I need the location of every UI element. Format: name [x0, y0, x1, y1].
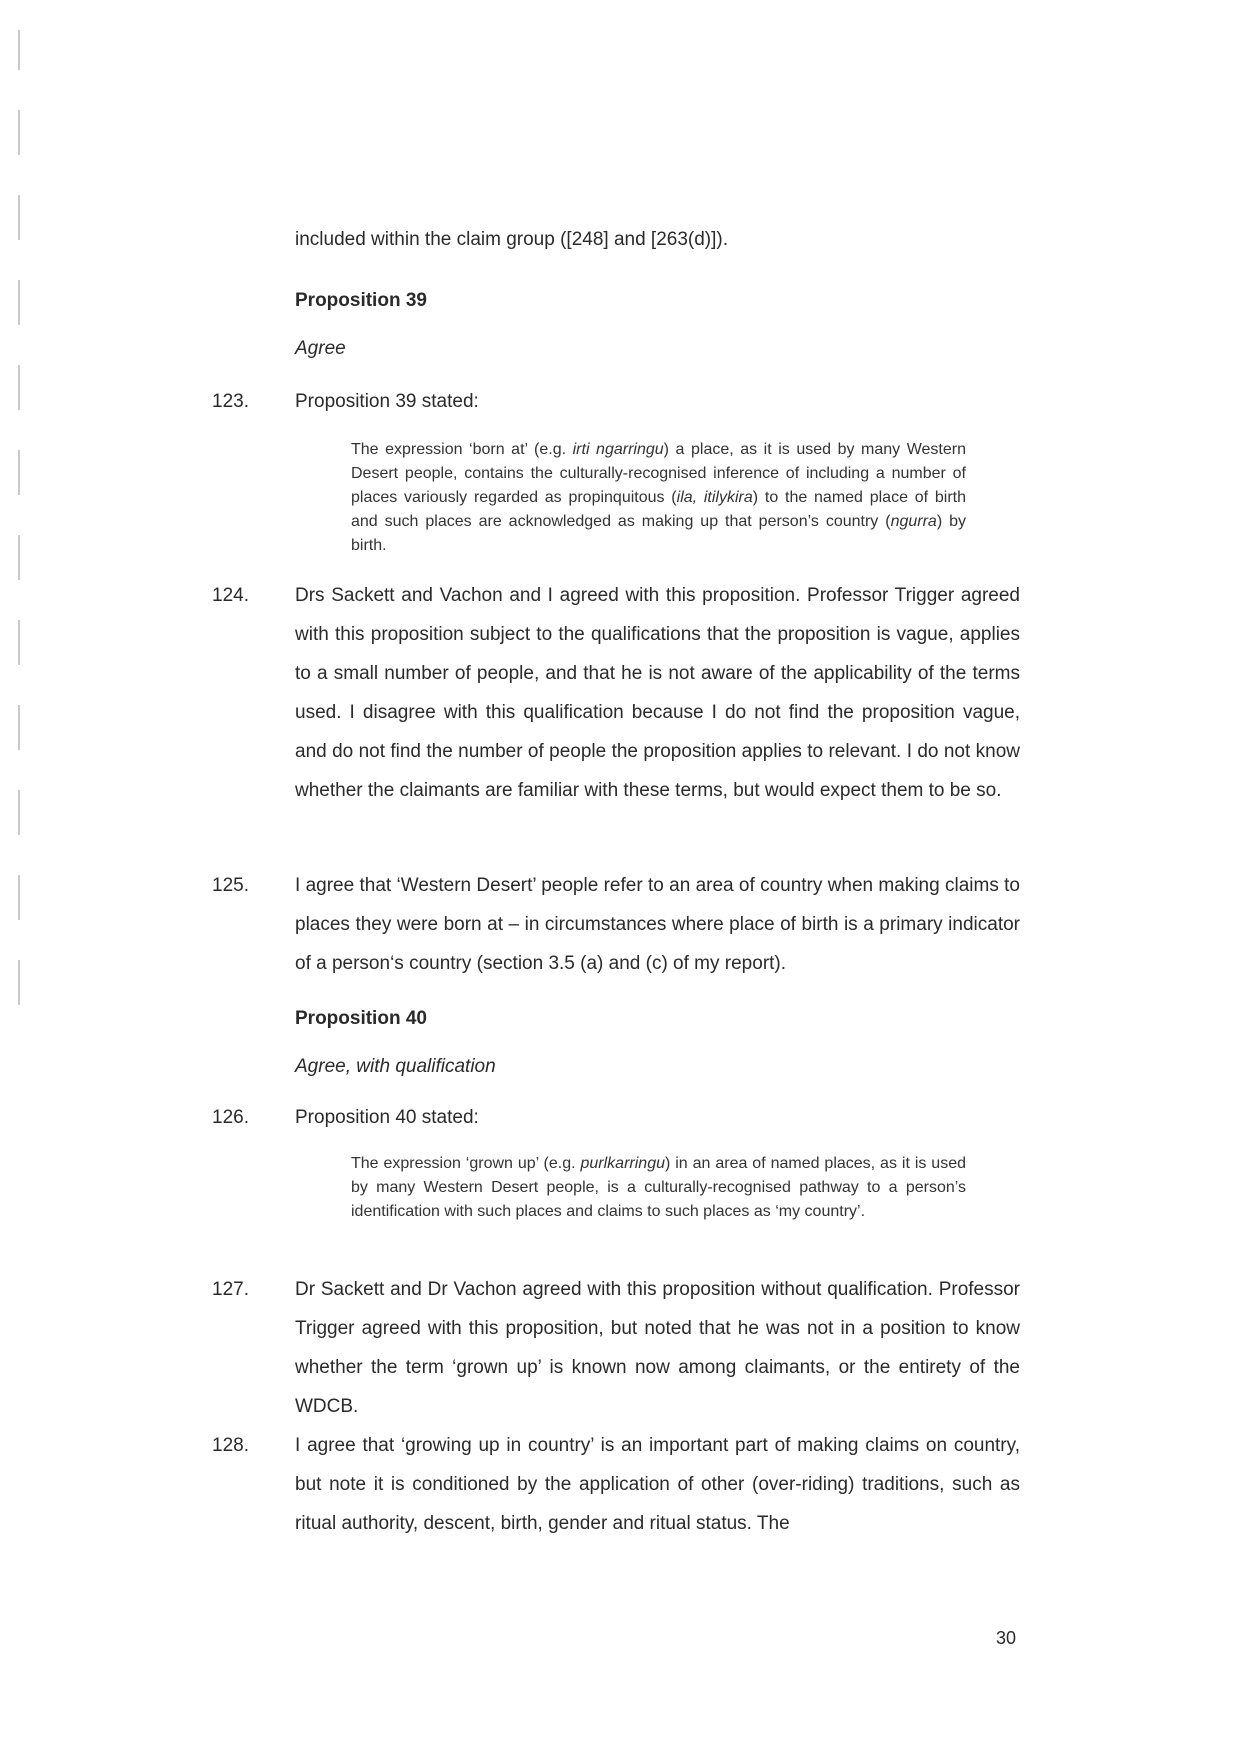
- paragraph-text: Proposition 40 stated:: [295, 1107, 479, 1128]
- scan-artifact: [18, 110, 20, 155]
- scan-artifact: [18, 960, 20, 1005]
- paragraph-text: Drs Sackett and Vachon and I agreed with this proposition. Professor Trigger agreed with this proposition subject to the qualifications that the proposition is vague, applies to a small number of people, and that he is not aware of the applicability of the terms used. I disagree with this qualification because I do not find the proposition vague, and do not find the number of people the proposition applies to relevant. I do not know whether the claimants are familiar with these terms, but would expect them to be so.: [295, 585, 1020, 801]
- block-quote: The expression ‘grown up’ (e.g. purlkarringu) in an area of named places, as it is used by many Western Desert people, is a culturally-recognised pathway to a person’s identification with such places and claims to such places as ‘my country’.: [351, 1155, 966, 1220]
- page-number: 30: [996, 1628, 1017, 1648]
- scan-artifact: [18, 195, 20, 240]
- paragraph-number: 128.: [212, 1435, 249, 1456]
- block-quote: The expression ‘born at’ (e.g. irti ngarringu) a place, as it is used by many Western Desert people, contains the culturally-recognised inference of including a number of places variously regarded as propinquitous (ila, itilykira) to the named place of birth and such places are acknowledged as making up that person’s country (ngurra) by birth.: [351, 441, 967, 554]
- paragraph-number: 126.: [212, 1107, 249, 1128]
- paragraph-text: Proposition 39 stated:: [295, 391, 479, 412]
- section-heading: Proposition 39: [295, 290, 427, 311]
- paragraph-text: Dr Sackett and Dr Vachon agreed with this proposition without qualification. Professor Trigger agreed with this proposition, but noted that he was not in a position to know whether the term ‘grown up’ is known now among claimants, or the entirety of the WDCB.: [295, 1279, 1020, 1417]
- scan-artifact: [18, 535, 20, 580]
- scan-artifact: [18, 280, 20, 325]
- section-heading: Proposition 40: [295, 1008, 427, 1029]
- paragraph-number: 125.: [212, 875, 249, 896]
- paragraph-number: 123.: [212, 391, 249, 412]
- paragraph-number: 127.: [212, 1279, 249, 1300]
- paragraph-text: I agree that ‘growing up in country’ is an important part of making claims on country, but note it is conditioned by the application of other (over-riding) traditions, such as ritual authority, descent, birth, gender and ritual status. The: [295, 1435, 1020, 1534]
- scan-artifact: [18, 705, 20, 750]
- scan-artifact: [18, 365, 20, 410]
- paragraph-text: I agree that ‘Western Desert’ people refer to an area of country when making claims to places they were born at – in circumstances where place of birth is a primary indicator of a person‘s country (section 3.5 (a) and (c) of my report).: [295, 875, 1020, 974]
- scan-artifact: [18, 620, 20, 665]
- paragraph-number: 124.: [212, 585, 249, 606]
- scan-artifact: [18, 450, 20, 495]
- carryover-text: included within the claim group ([248] and [263(d)]).: [295, 229, 729, 250]
- section-verdict: Agree: [295, 338, 346, 359]
- section-verdict: Agree, with qualification: [295, 1056, 496, 1077]
- scan-artifact: [18, 875, 20, 920]
- scan-artifact: [18, 790, 20, 835]
- scan-artifact: [18, 30, 20, 70]
